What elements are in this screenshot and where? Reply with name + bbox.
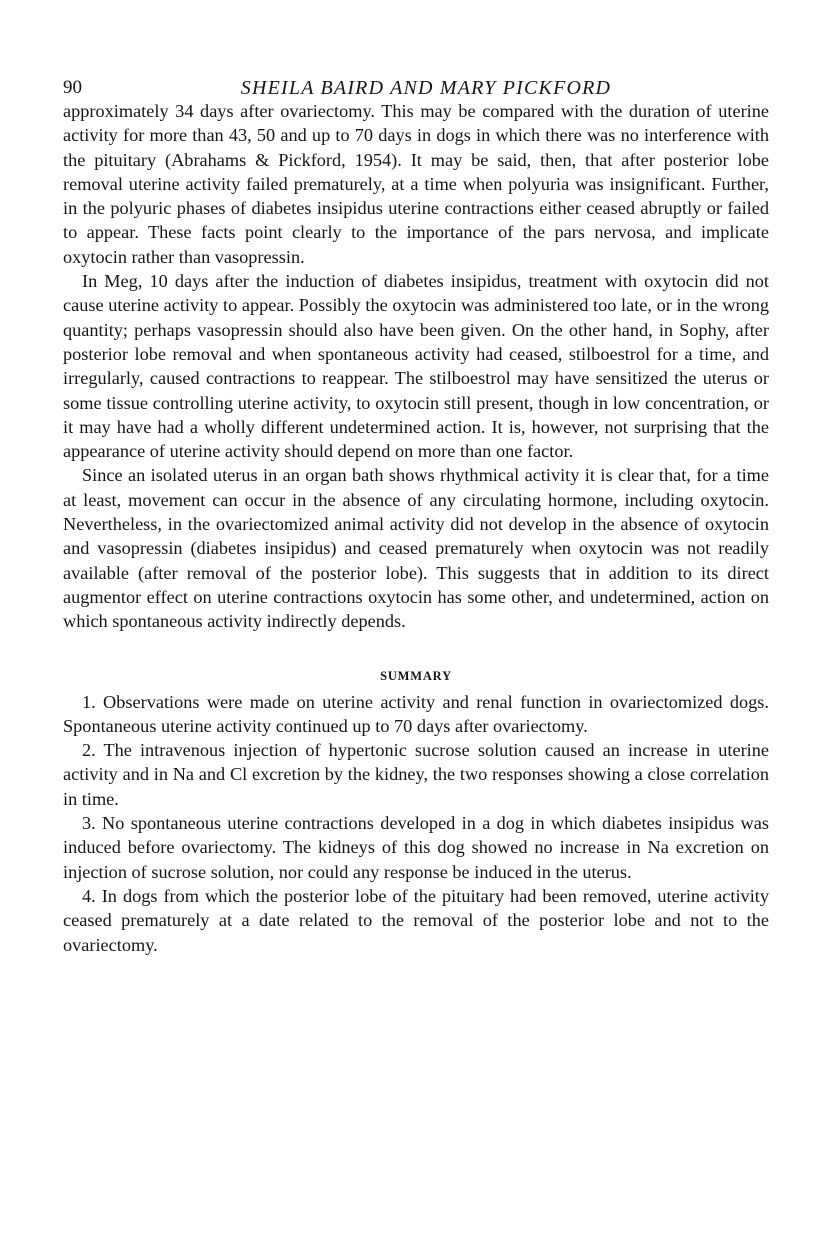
summary-heading: SUMMARY [380, 668, 452, 683]
summary-list [63, 690, 769, 957]
body-text [63, 99, 769, 957]
running-head-authors: SHEILA BAIRD AND MARY PICKFORD [240, 77, 612, 99]
paragraph-continued: approximately 34 days after ovariectomy. This may be compared with the duration of uterine activity for more than 43, 50 and up to 70 days in dogs in which there was no interference with the pituitary (Abrahams & Pickford, 1954). It may be said, then, that after posterior lobe removal uterine activity failed prematurely, at a time when polyuria was insignificant. Further, in the polyuric phases of diabetes insipidus uterine contractions either ceased abruptly or failed to appear. These facts point clearly to the importance of the pars nervosa, and implicate oxytocin rather than vasopressin. [63, 101, 769, 267]
journal-page [63, 74, 769, 957]
summary-item-2: 2. The intravenous injection of hypertonic sucrose solution caused an increase in uterine activity and in Na and Cl excretion by the kidney, the two responses showing a close correlation in time. [63, 740, 769, 809]
page-number: 90 [63, 77, 82, 98]
summary-item-4: 4. In dogs from which the posterior lobe of the pituitary had been removed, uterine activity ceased prematurely at a date related to the removal of the posterior lobe and not to the ovariectomy. [63, 885, 769, 955]
paragraph-meg-oxytocin: In Meg, 10 days after the induction of diabetes insipidus, treatment with oxytocin did not cause uterine activity to appear. Possibly the oxytocin was administered too late, or in the wrong quantity; perhaps vasopressin should also have been given. On the other hand, in Sophy, after posterior lobe removal and when spontaneous activity had ceased, stilboestrol for a time, and irregularly, caused contractions to reappear. The stilboestrol may have sensitized the uterus or some tissue controlling uterine activity, to oxytocin still present, though in low concentration, or it may have had a wholly different undetermined action. It is, however, not surprising that the appearance of uterine activity should depend on more than one factor. [63, 271, 769, 462]
running-head [63, 74, 769, 102]
paragraph-isolated-uterus: Since an isolated uterus in an organ bath shows rhythmical activity it is clear that, for a time at least, movement can occur in the absence of any circulating hormone, including oxytocin. Nevertheless, in the ovariectomized animal activity did not develop in the absence of oxytocin and vasopressin (diabetes insipidus) and ceased prematurely when oxytocin was not readily available (after removal of the posterior lobe). This suggests that in addition to its direct augmentor effect on uterine contractions oxytocin has some other, and undetermined, action on which spontaneous activity indirectly depends. [63, 465, 769, 632]
summary-item-1: 1. Observations were made on uterine activity and renal function in ovariectomized dogs. Spontaneous uterine activity continued up to 70 days after ovariectomy. [63, 691, 769, 736]
summary-item-3: 3. No spontaneous uterine contractions developed in a dog in which diabetes insipidus was induced before ovariectomy. The kidneys of this dog showed no increase in Na excretion on injection of sucrose solution, nor could any response be induced in the uterus. [63, 813, 769, 882]
